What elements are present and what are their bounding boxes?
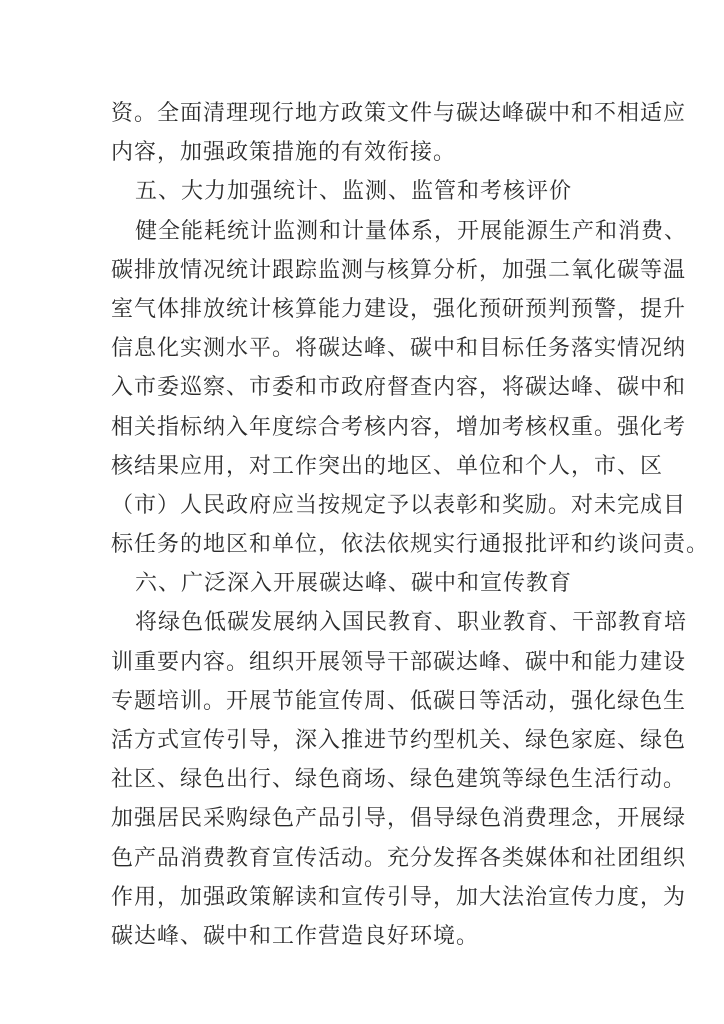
text-line: 色产品消费教育宣传活动。充分发挥各类媒体和社团组织 — [111, 845, 687, 871]
text-line: 核结果应用，对工作突出的地区、单位和个人，市、区 — [111, 453, 664, 479]
text-line: 室气体排放统计核算能力建设，强化预研预判预警，提升 — [111, 296, 687, 322]
text-line: 训重要内容。组织开展领导干部碳达峰、碳中和能力建设 — [111, 649, 687, 675]
text-line: 标任务的地区和单位，依法依规实行通报批评和约谈问责。 — [111, 532, 710, 558]
text-line: 作用，加强政策解读和宣传引导，加大法治宣传力度，为 — [111, 884, 687, 910]
text-line: 相关指标纳入年度综合考核内容，增加考核权重。强化考 — [111, 414, 687, 440]
section-heading: 五、大力加强统计、监测、监管和考核评价 — [135, 179, 573, 205]
text-line: 社区、绿色出行、绿色商场、绿色建筑等绿色生活行动。 — [111, 767, 687, 793]
text-line: 内容，加强政策措施的有效衔接。 — [111, 140, 457, 166]
text-line: 健全能耗统计监测和计量体系，开展能源生产和消费、 — [135, 218, 688, 244]
document-body — [111, 94, 710, 956]
text-line: 碳达峰、碳中和工作营造良好环境。 — [111, 923, 480, 949]
text-line: （市）人民政府应当按规定予以表彰和奖励。对未完成目 — [111, 492, 687, 518]
text-line: 活方式宣传引导，深入推进节约型机关、绿色家庭、绿色 — [111, 728, 687, 753]
text-line: 入市委巡察、市委和市政府督查内容，将碳达峰、碳中和 — [111, 375, 687, 401]
section-heading: 六、广泛深入开展碳达峰、碳中和宣传教育 — [135, 571, 573, 597]
text-line: 加强居民采购绿色产品引导，倡导绿色消费理念，开展绿 — [111, 806, 687, 832]
text-line: 碳排放情况统计跟踪监测与核算分析，加强二氧化碳等温 — [111, 257, 687, 283]
text-line: 信息化实测水平。将碳达峰、碳中和目标任务落实情况纳 — [111, 336, 687, 362]
text-line: 将绿色低碳发展纳入国民教育、职业教育、干部教育培 — [135, 610, 688, 636]
text-line: 专题培训。开展节能宣传周、低碳日等活动，强化绿色生 — [111, 688, 687, 714]
text-line: 资。全面清理现行地方政策文件与碳达峰碳中和不相适应 — [111, 101, 687, 126]
